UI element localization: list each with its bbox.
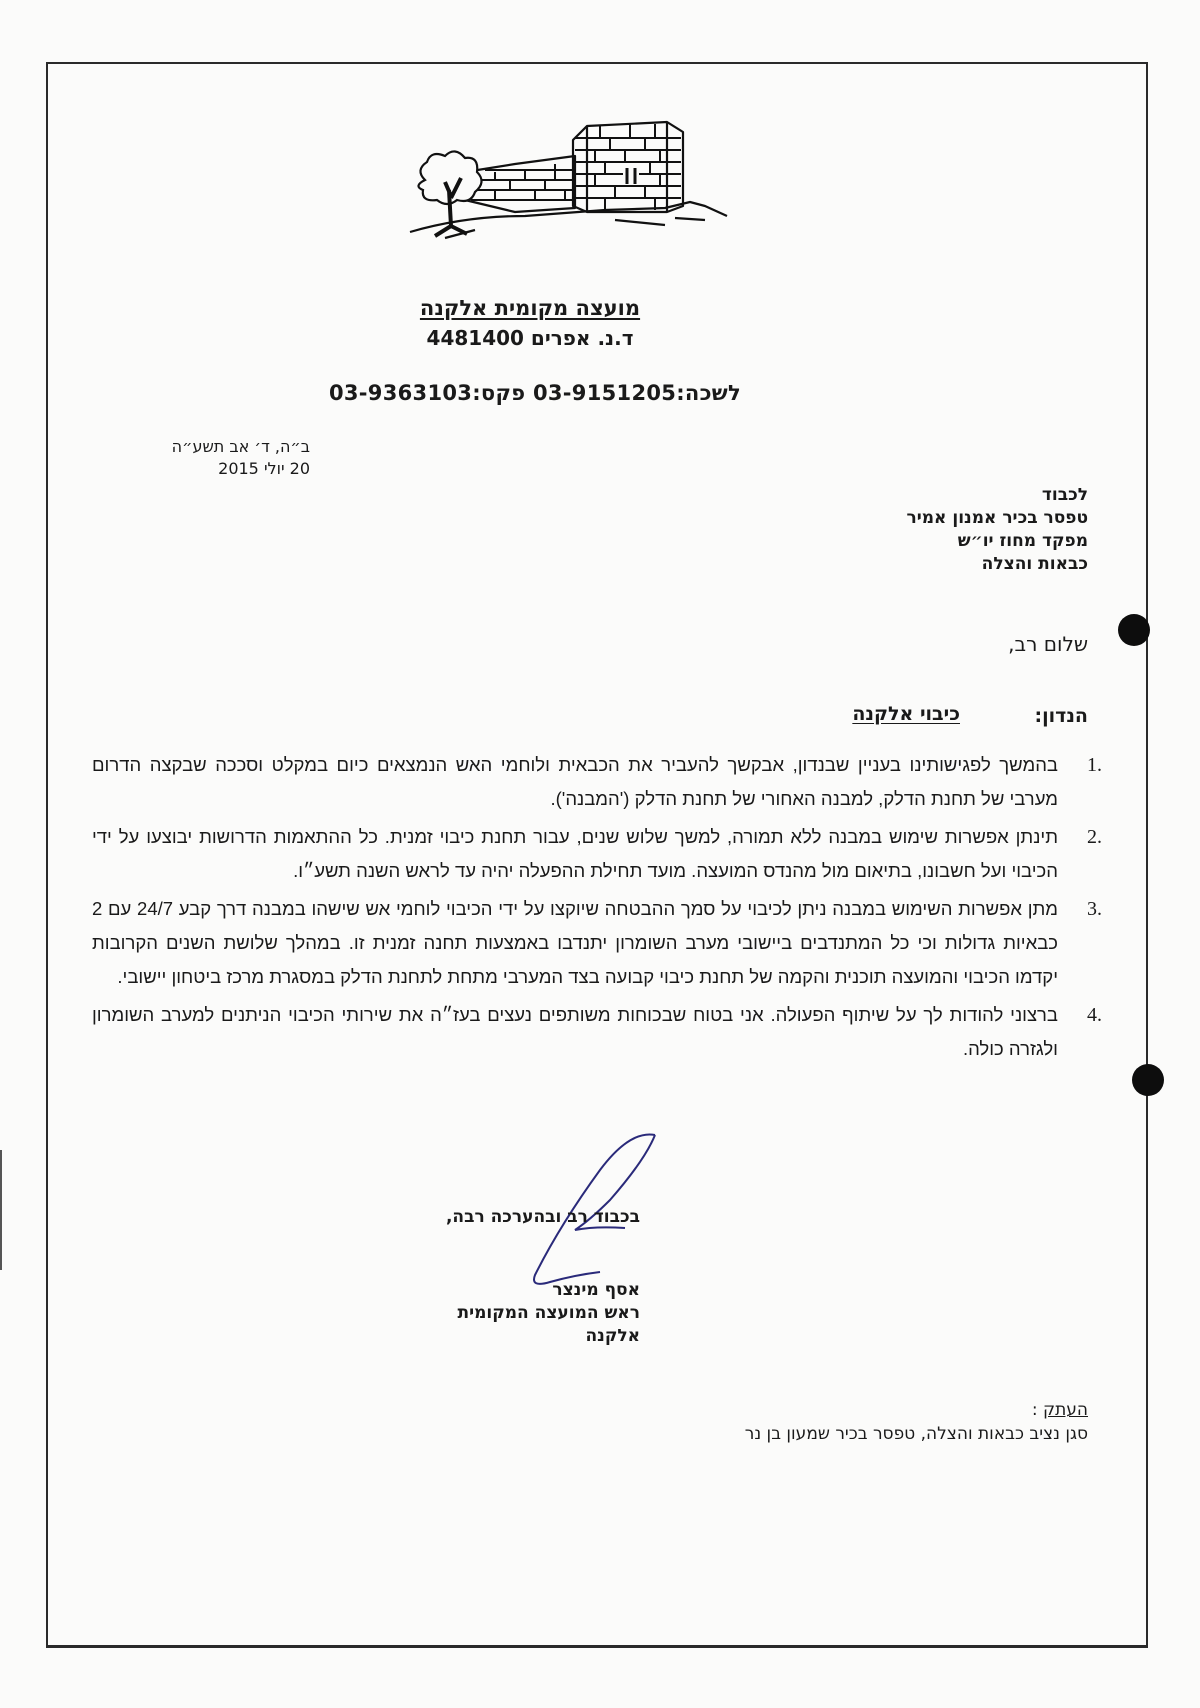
item-text: מתן אפשרות השימוש במבנה ניתן לכיבוי על סמך ההבטחה שיוקצו על ידי הכיבוי לוחמי אש שישהו במבנה דרך קבע 24/7 עם 2 כבאיות גדולות וכי כל המתנדבים ביישובי מערב השומרון יתנדבו באמצעות תחנה זמנית זו. במהלך שלושת השנים הקרובות יקדמו הכיבוי והמועצה תוכנית והקמה של תחנת כיבוי קבועה בצד המערבי מתחת לתחנת הדלק במסגרת מרכז ביטחון יישובי. [92, 898, 1058, 987]
item-number: 1. [1087, 754, 1102, 776]
closing-phrase: בכבוד רב ובהערכה רבה, [445, 1207, 640, 1227]
organization-name: מועצה מקומית אלקנה [419, 296, 641, 320]
gregorian-date: 20 יולי 2015 [218, 459, 310, 478]
punch-hole-bottom [1132, 1064, 1164, 1096]
greeting: שלום רב, [1008, 632, 1088, 656]
list-item [92, 998, 1102, 1066]
date-block [110, 436, 310, 480]
list-item [92, 820, 1102, 888]
copy-label: העתק : [1031, 1400, 1088, 1420]
item-number: 2. [1087, 826, 1102, 848]
signer-block [457, 1279, 640, 1348]
organization-phone-fax: לשכה:03-9151205 פקס:03-9363103 [328, 381, 742, 405]
item-number: 3. [1087, 898, 1102, 920]
recipient-title: מפקד מחוז יו״ש [957, 531, 1088, 551]
subject-label: הנדון: [1034, 705, 1088, 727]
recipient-name: טפסר בכיר אמנון אמיר [906, 508, 1088, 528]
recipient-salutation: לכבוד [1041, 485, 1088, 505]
signer-name: אסף מינצר [552, 1280, 640, 1300]
list-item [92, 892, 1102, 994]
item-text: ברצוני להודות לך על שיתוף הפעולה. אני בטוח שבכוחות משותפים נעצים בעז״ה את שירותי הכיבוי הניתנים למערב השומרון ולגזרה כולה. [92, 1004, 1058, 1059]
item-text: תינתן אפשרות שימוש במבנה ללא תמורה, למשך שלוש שנים, עבור תחנת כיבוי זמנית. כל ההתאמות הדרושות יבוצעו על ידי הכיבוי ועל חשבונו, בתיאום מול מהנדס המועצה. מועד תחילת ההפעלה יהיה עד לראש השנה תשע״ו. [92, 826, 1058, 881]
castle-tower-logo [405, 120, 730, 250]
subject-value: כיבוי אלקנה [852, 703, 960, 725]
punch-hole-top [1118, 614, 1150, 646]
item-number: 4. [1087, 1004, 1102, 1026]
organization-address: ד.נ. אפרים 4481400 [426, 326, 634, 350]
copy-recipients: סגן נציב כבאות והצלה, טפסר בכיר שמעון בן נר [744, 1424, 1088, 1444]
list-item [92, 748, 1102, 816]
signer-place: אלקנה [585, 1326, 640, 1346]
recipient-block [907, 484, 1088, 576]
hebrew-date: ב״ה, ד׳ אב תשע״ה [171, 437, 310, 456]
recipient-organization: כבאות והצלה [981, 554, 1088, 574]
scan-edge-mark [0, 1150, 2, 1270]
item-text: בהמשך לפגישותינו בעניין שבנדון, אבקשך להעביר את הכבאית ולוחמי האש הנמצאים כיום במקלט וסככה שבקצה הדרום מערבי של תחנת הדלק, למבנה האחורי של תחנת הדלק ('המבנה'). [92, 754, 1058, 809]
letter-body-list [92, 748, 1102, 1070]
signer-title: ראש המועצה המקומית [457, 1303, 640, 1323]
